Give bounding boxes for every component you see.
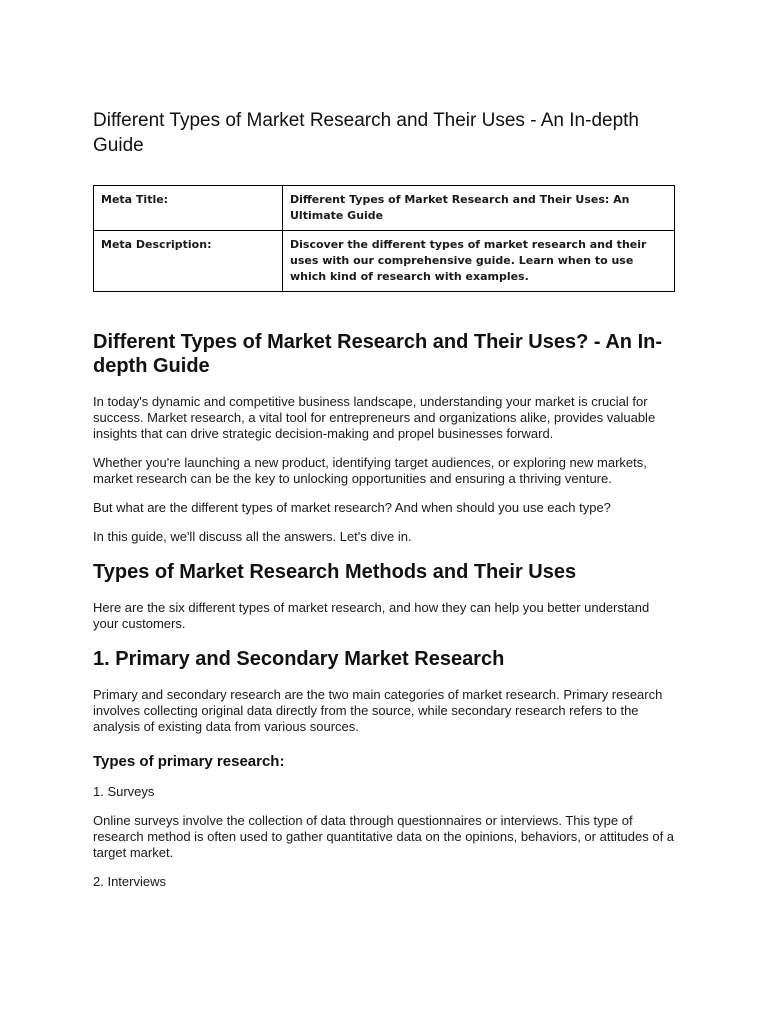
section1-heading: 1. Primary and Secondary Market Research xyxy=(93,648,505,670)
meta-description-label: Meta Description: xyxy=(94,231,283,292)
primary-research-subheading: Types of primary research: xyxy=(93,753,285,770)
main-heading: Different Types of Market Research and Their Uses? - An In-depth Guide xyxy=(93,331,663,377)
section1-paragraph: Primary and secondary research are the two main categories of market research. Primary research involves collecting original data directly from the source, while secondary research refers to the analysis of existing data from various sources. xyxy=(93,687,663,734)
intro-paragraph-3: But what are the different types of market research? And when should you use each type? xyxy=(93,500,611,515)
document-title: Different Types of Market Research and Their Uses - An In-depth Guide xyxy=(93,110,639,156)
document-page xyxy=(93,108,675,903)
item-surveys-label: 1. Surveys xyxy=(93,784,155,799)
methods-paragraph: Here are the six different types of market research, and how they can help you better understand your customers. xyxy=(93,600,650,631)
intro-paragraph-2: Whether you're launching a new product, identifying target audiences, or exploring new markets, market research can be the key to unlocking opportunities and ensuring a thriving venture. xyxy=(93,455,647,486)
meta-title-row xyxy=(94,186,675,231)
meta-description-row xyxy=(94,231,675,292)
methods-heading: Types of Market Research Methods and Their Uses xyxy=(93,561,577,583)
meta-title-label: Meta Title: xyxy=(94,186,283,231)
intro-paragraph-1: In today's dynamic and competitive business landscape, understanding your market is crucial for success. Market research, a vital tool for entrepreneurs and organizations alike, provides valuable insights that can drive strategic decision-making and propel businesses forward. xyxy=(93,394,656,441)
meta-table xyxy=(93,185,675,292)
item-surveys-paragraph: Online surveys involve the collection of data through questionnaires or interviews. This type of research method is often used to gather quantitative data on the opinions, behaviors, or attitudes of a target market. xyxy=(93,813,675,860)
intro-paragraph-4: In this guide, we'll discuss all the answers. Let's dive in. xyxy=(93,529,412,544)
meta-title-value: Different Types of Market Research and Their Uses: An Ultimate Guide xyxy=(283,186,675,231)
meta-description-value: Discover the different types of market research and their uses with our comprehensive guide. Learn when to use which kind of research with examples. xyxy=(283,231,675,292)
item-interviews-label: 2. Interviews xyxy=(93,874,166,889)
